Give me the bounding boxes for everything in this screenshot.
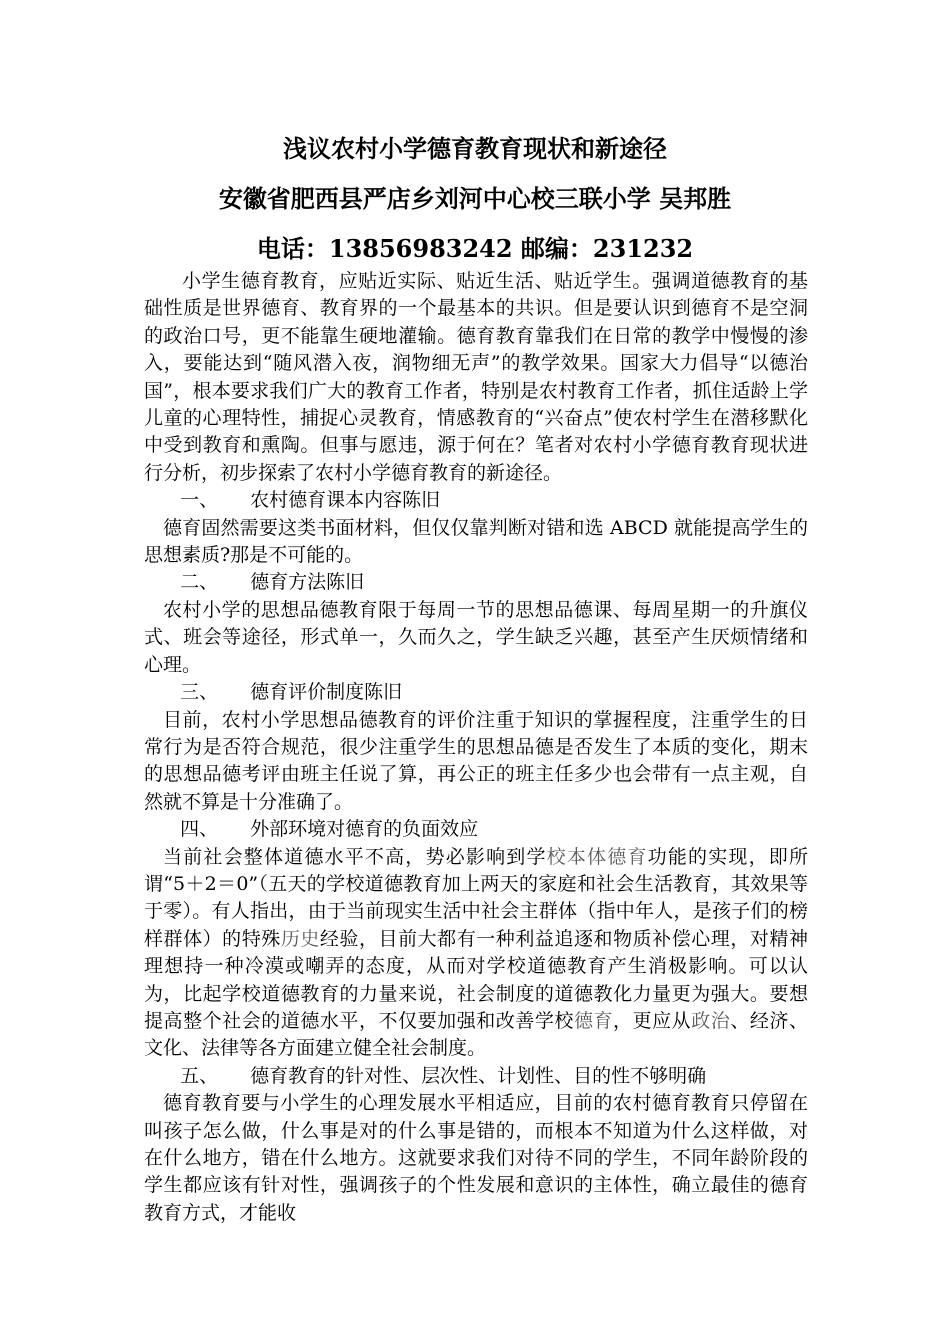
section-paragraph-4 — [144, 844, 808, 1063]
section-heading-4 — [144, 816, 808, 843]
text-run: ，更应从 — [613, 1009, 692, 1032]
hyperlink-text[interactable]: 校本体德育 — [546, 845, 648, 868]
section-number: 一、 — [180, 489, 219, 512]
hyperlink-text[interactable]: 历史 — [280, 927, 320, 950]
text-run: 、经济、文化、法律等各方面建立健全社会制度。 — [144, 1009, 808, 1060]
section-paragraph-2: 农村小学的思想品德教育限于每周一节的思想品德课、每周星期一的升旗仪式、班会等途径，形式单一，久而久之，学生缺乏兴趣，甚至产生厌烦情绪和心理。 — [144, 598, 808, 676]
section-paragraph-5: 德育教育要与小学生的心理发展水平相适应，目前的农村德育教育只停留在叫孩子怎么做，什么事是对的什么事是错的，而根本不知道为什么这样做，对在什么地方，错在什么地方。这就要求我们对待不同的学生，不同年龄阶段的学生都应该有针对性，强调孩子的个性发展和意识的主体性，确立最佳的德育教育方式，才能收 — [144, 1092, 808, 1224]
author-line: 安徽省肥西县严店乡刘河中心校三联小学 吴邦胜 — [218, 184, 732, 213]
intro-paragraph: 小学生德育教育，应贴近实际、贴近生活、贴近学生。强调道德教育的基础性质是世界德育、教育界的一个最基本的共识。但是要认识到德育不是空洞的政治口号，更不能靠生硬地灌输。德育教育靠我们在日常的教学中慢慢的渗入，要能达到“随风潜入夜，润物细无声”的教学效果。国家大力倡导“以德治国”，根本要求我们广大的教育工作者，特别是农村教育工作者，抓住适龄上学儿童的心理特性，捕捉心灵教育，情感教育的“兴奋点”使农村学生在潜移默化中受到教育和熏陶。但事与愿违，源于何在？笔者对农村小学德育教育现状进行分析，初步探索了农村小学德育教育的新途径。 — [144, 270, 808, 484]
text-run: 当前社会整体道德水平不高，势必影响到学 — [163, 845, 547, 868]
contact-line: 电话：13856983242 邮编：231232 — [256, 234, 694, 263]
section-paragraph-3: 目前，农村小学思想品德教育的评价注重于知识的掌握程度，注重学生的日常行为是否符合规范，很少注重学生的思想品德是否发生了本质的变化，期末的思想品德考评由班主任说了算，再公正的班主任多少也会带有一点主观，自然就不算是十分准确了。 — [144, 708, 808, 813]
section-heading-3 — [144, 679, 808, 706]
hyperlink-text[interactable]: 德育 — [573, 1009, 614, 1032]
section-heading-text: 德育评价制度陈旧 — [250, 681, 403, 704]
section-number: 四、 — [180, 818, 219, 841]
section-heading-1 — [144, 487, 808, 514]
document-body — [144, 268, 808, 1227]
text-run: 经验，目前大都有一种利益追逐和物质补偿心理，对精神理想持一种冷漠或嘲弄的态度，从而对学校道德教育产生消极影响。可以认为，比起学校道德教育的力量来说，社会制度的道德教化力量更为强大。要想提高整个社会的道德水平，不仅要加强和改善学校 — [144, 927, 808, 1032]
section-number: 二、 — [180, 571, 219, 594]
section-heading-2 — [144, 569, 808, 596]
section-paragraph-1: 德育固然需要这类书面材料，但仅仅靠判断对错和选 ABCD 就能提高学生的思想素质?那是不可能的。 — [144, 516, 808, 567]
section-heading-text: 德育教育的针对性、层次性、计划性、目的性不够明确 — [250, 1064, 707, 1087]
section-heading-text: 农村德育课本内容陈旧 — [250, 489, 441, 512]
section-heading-5 — [144, 1063, 808, 1090]
section-number: 三、 — [180, 681, 219, 704]
section-heading-text: 外部环境对德育的负面效应 — [250, 818, 479, 841]
hyperlink-text[interactable]: 政治 — [691, 1009, 731, 1032]
text-run: 功能的实现，即所谓“5＋2＝0”（五天的学校道德教育加上两天的家庭和社会生活教育，其效果等于零）。有人指出，由于当前现实生活中社会主群体（指中年人，是孩子们的榜样群体）的特殊 — [144, 845, 808, 950]
section-number: 五、 — [180, 1064, 219, 1087]
section-heading-text: 德育方法陈旧 — [250, 571, 365, 594]
document-title: 浅议农村小学德育教育现状和新途径 — [283, 134, 667, 163]
